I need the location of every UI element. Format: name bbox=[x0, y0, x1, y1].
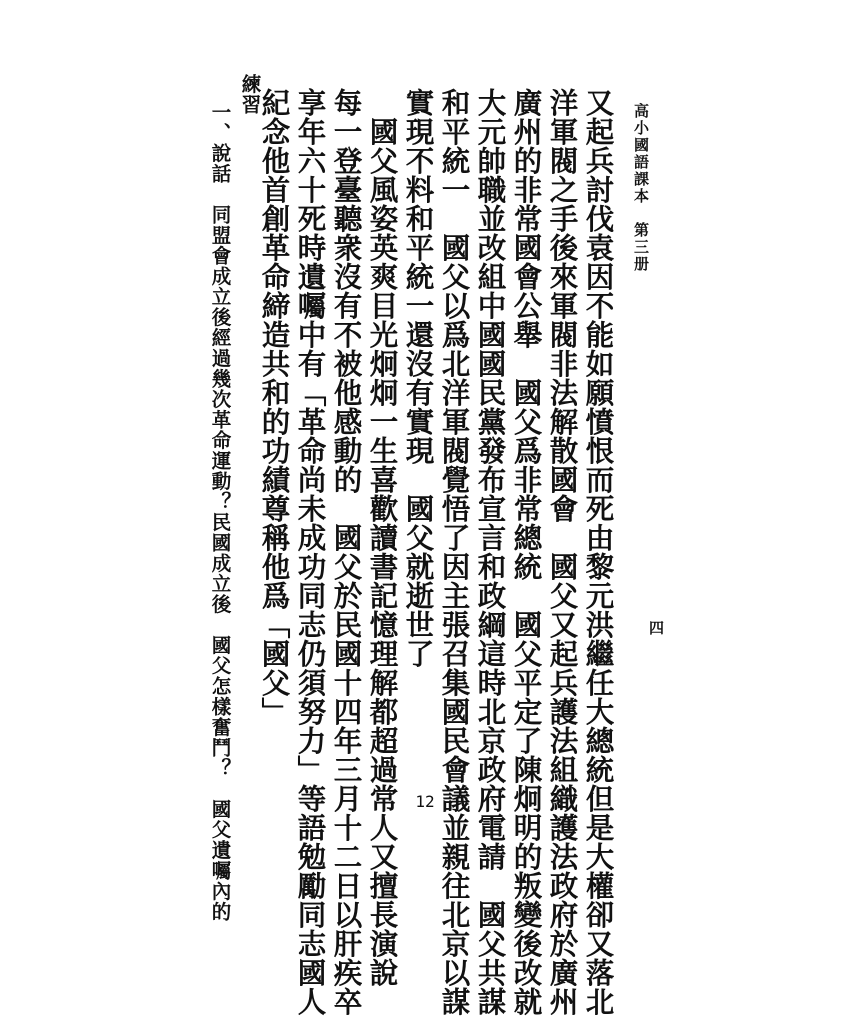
body-column-2: 洋軍閥之手後來軍閥非法解散國會 國父又起兵護法組織護法政府於廣州 bbox=[545, 88, 580, 1016]
page-number-cjk: 四 bbox=[649, 619, 665, 637]
body-column-3: 廣州的非常國會公舉 國父爲非常總統 國父平定了陳炯明的叛變後改就 bbox=[509, 88, 544, 1016]
exercise-heading: 練習 bbox=[238, 74, 262, 115]
book-title-header: 高小國語課本 第三册 bbox=[632, 103, 650, 273]
body-column-1: 又起兵討伐袁因不能如願憤恨而死由黎元洪繼任大總統但是大權卻又落北 bbox=[581, 88, 616, 1016]
page-number: 12 bbox=[415, 792, 435, 811]
body-column-9: 享年六十死時遺囑中有「革命尚未成功同志仍須努力」等語勉勵同志國人 bbox=[293, 88, 328, 1016]
exercise-item-1: 一、說話 同盟會成立後經過幾次革命運動？民國成立後 國父怎樣奮鬥？ 國父遺囑內的 bbox=[208, 102, 232, 922]
body-column-7: 國父風姿英爽目光炯炯一生喜歡讀書記憶理解都超過常人又擅長演說 bbox=[365, 88, 400, 987]
body-column-6: 實現不料和平統一還沒有實現 國父就逝世了 bbox=[401, 88, 436, 668]
body-column-10: 紀念他首創革命締造共和的功績尊稱他爲「國父」 bbox=[257, 88, 292, 726]
body-column-8: 每一登臺聽衆沒有不被他感動的 國父於民國十四年三月十二日以肝疾卒 bbox=[329, 88, 364, 1016]
body-column-4: 大元帥職並改組中國國民黨發布宣言和政綱這時北京政府電請 國父共謀 bbox=[473, 88, 508, 1016]
body-column-5: 和平統一 國父以爲北洋軍閥覺悟了因主張召集國民會議並親往北京以謀 bbox=[437, 88, 472, 1016]
